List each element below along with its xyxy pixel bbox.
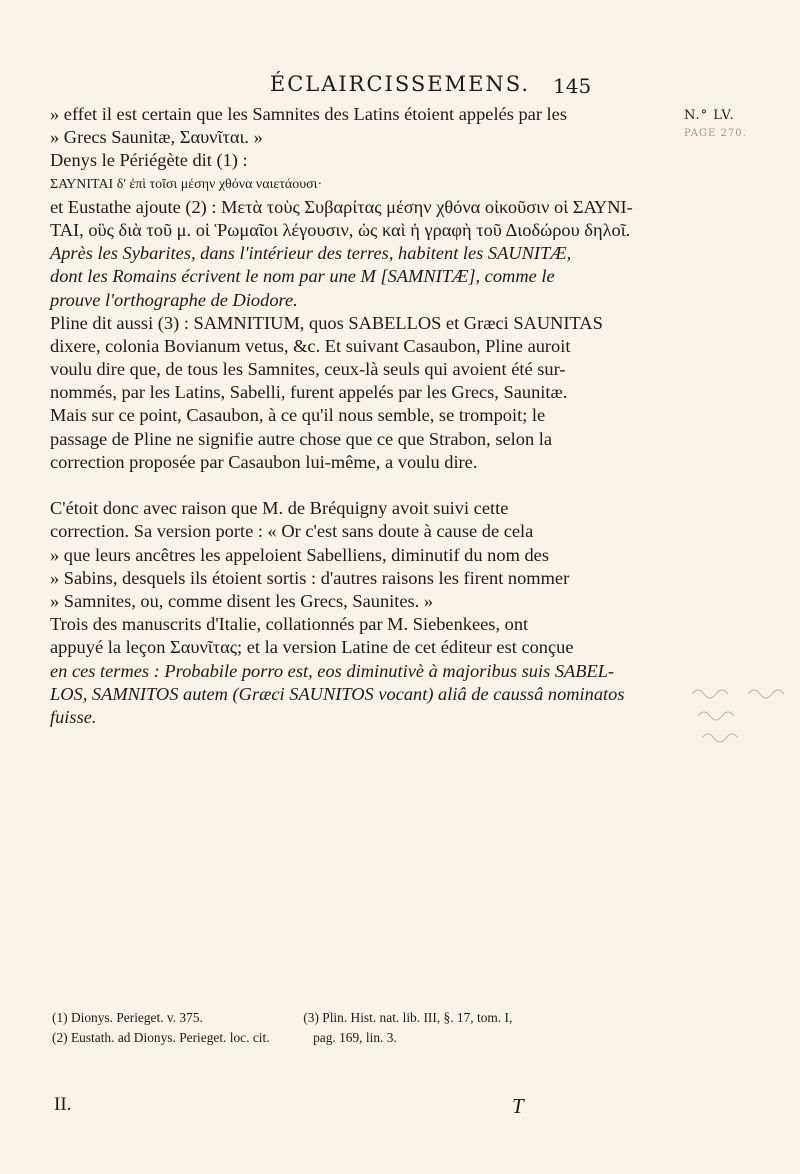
footnotes xyxy=(52,1008,672,1048)
text-line: et Eustathe ajoute (2) : Μετὰ τοὺς Συβαρίτας μέσην χθόνα οἰκοῦσιν οἱ ΣΑΥΝΙ- xyxy=(50,196,633,217)
text-line: prouve l'orthographe de Diodore. xyxy=(50,289,298,310)
text-line: voulu dire que, de tous les Samnites, ceux-là seuls qui avoient été sur- xyxy=(50,359,566,380)
body-text xyxy=(50,103,670,729)
text-line: Après les Sybarites, dans l'intérieur des terres, habitent les SAUNITÆ, xyxy=(50,243,572,264)
paragraph-gap xyxy=(50,474,670,497)
text-line: Denys le Périégète dit (1) : xyxy=(50,150,248,171)
page-number: 145 xyxy=(553,74,592,98)
text-line: C'étoit donc avec raison que M. de Bréquigny avoit suivi cette xyxy=(50,498,509,519)
text-line: nommés, par les Latins, Sabelli, furent appelés par les Grecs, Saunitæ. xyxy=(50,382,568,403)
text-line: » Samnites, ou, comme disent les Grecs, Saunites. » xyxy=(50,590,434,611)
footnote-line: (1) Dionys. Perieget. v. 375. (3) Plin. Hist. nat. lib. III, §. 17, tom. I, xyxy=(52,1010,513,1025)
text-line: » que leurs ancêtres les appeloient Sabelliens, diminutif du nom des xyxy=(50,544,549,565)
footnote-line: (2) Eustath. ad Dionys. Perieget. loc. cit. pag. 169, lin. 3. xyxy=(52,1030,397,1045)
greek-verse: ΣΑΥΝΙΤΑΙ δ' ἐπὶ τοῖσι μέσην χθόνα ναιετάουσι· xyxy=(50,176,323,192)
handwritten-annotation xyxy=(688,680,800,770)
signature-mark-left: II. xyxy=(54,1094,72,1115)
text-line: dixere, colonia Bovianum vetus, &c. Et suivant Casaubon, Pline auroit xyxy=(50,335,571,356)
signature-mark-right: T xyxy=(512,1094,524,1118)
text-line: correction proposée par Casaubon lui-même, a voulu dire. xyxy=(50,451,478,472)
text-line: correction. Sa version porte : « Or c'est sans doute à cause de cela xyxy=(50,521,534,542)
text-line: LOS, SAMNITOS autem (Græci SAUNITOS vocant) aliâ de caussâ nominatos xyxy=(50,683,625,704)
text-line: fuisse. xyxy=(50,706,97,727)
text-line: appuyé la leçon Σαυνῖτας; et la version Latine de cet éditeur est conçue xyxy=(50,637,574,658)
text-line: » Grecs Saunitæ, Σαυνῖται. » xyxy=(50,127,263,148)
text-line: Mais sur ce point, Casaubon, à ce qu'il nous semble, se trompoit; le xyxy=(50,405,546,426)
text-line: » Sabins, desquels ils étoient sortis : d'autres raisons les firent nommer xyxy=(50,567,570,588)
text-line: » effet il est certain que les Samnites des Latins étoient appelés par les xyxy=(50,104,567,124)
text-line: Trois des manuscrits d'Italie, collationnés par M. Siebenkees, ont xyxy=(50,614,529,635)
text-line: ΤΑΙ, οὓς διὰ τοῦ μ. οἱ Ῥωμαῖοι λέγουσιν, ὡς καὶ ἡ γραφὴ τοῦ Διοδώρου δηλοῖ. xyxy=(50,219,631,240)
running-header: ÉCLAIRCISSEMENS. xyxy=(269,72,531,96)
margin-note xyxy=(684,107,794,143)
text-line: Pline dit aussi (3) : SAMNITIUM, quos SABELLOS et Græci SAUNITAS xyxy=(50,312,603,333)
text-line: dont les Romains écrivent le nom par une M [SAMNITÆ], comme le xyxy=(50,266,555,287)
text-line: en ces termes : Probabile porro est, eos diminutivè à majoribus suis SABEL- xyxy=(50,660,615,681)
page-reference: PAGE 270. xyxy=(684,128,747,139)
text-line: passage de Pline ne signifie autre chose que ce que Strabon, selon la xyxy=(50,428,553,449)
note-number: N.° LV. xyxy=(684,108,735,123)
